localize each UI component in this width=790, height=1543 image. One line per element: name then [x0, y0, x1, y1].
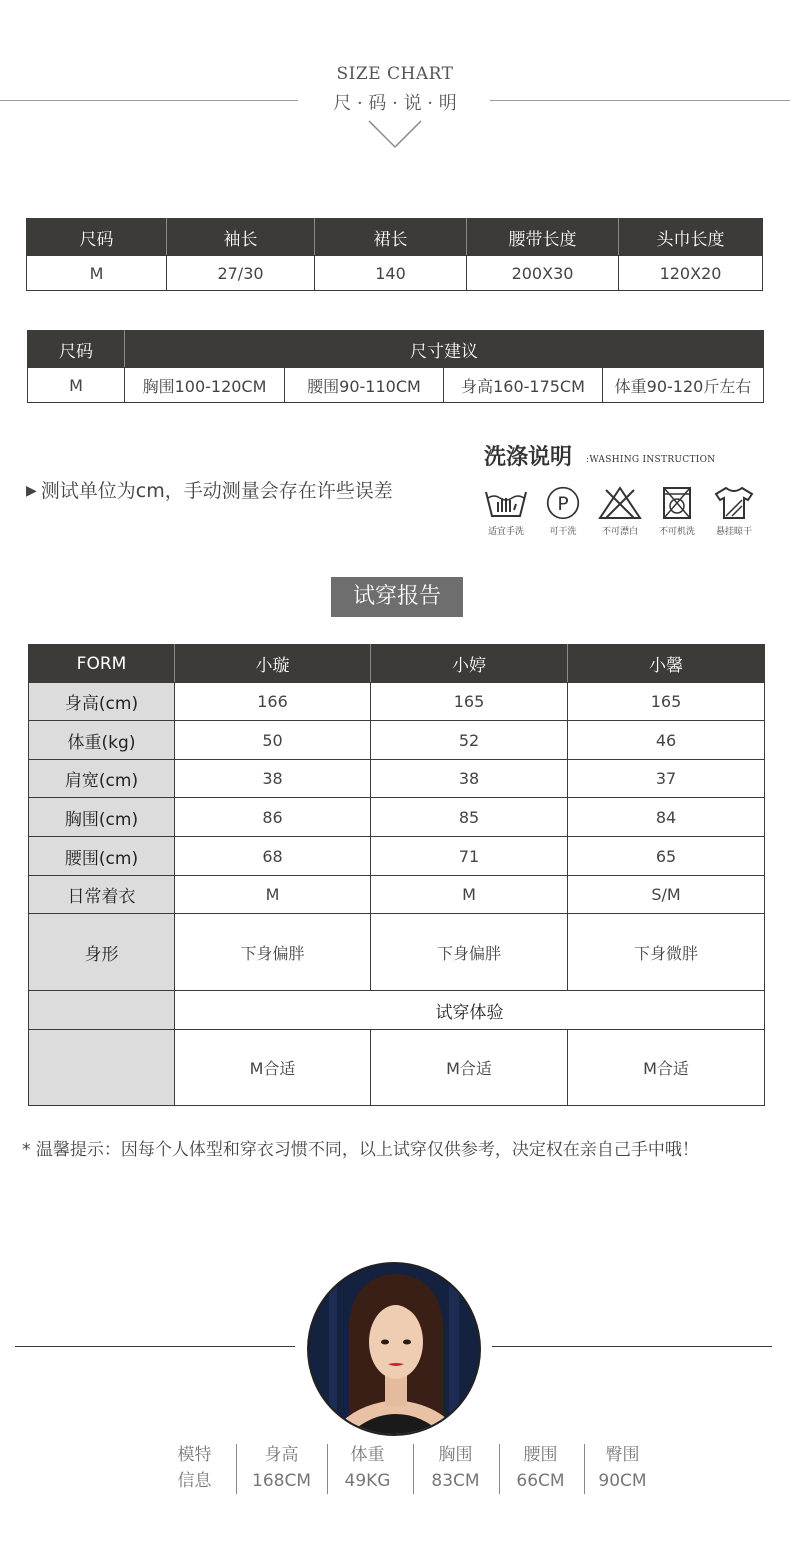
chevron-down-icon — [368, 118, 422, 150]
size-cell: 27/30 — [167, 256, 315, 291]
suggest-cell: 身高160-175CM — [444, 368, 603, 403]
trial-report-title: 试穿报告 — [331, 577, 463, 617]
trial-row-label: 腰围(cm) — [29, 837, 175, 876]
model-separator — [236, 1444, 237, 1494]
trial-cell: 46 — [568, 721, 765, 760]
model-label-line2: 信息 — [177, 1471, 212, 1491]
dry-clean-item — [540, 486, 586, 537]
size-header-skirt: 裙长 — [315, 219, 467, 256]
model-portrait-image — [309, 1264, 481, 1436]
dry-clean-icon — [543, 486, 583, 520]
model-stat — [239, 1442, 324, 1494]
trial-row-label: 身高(cm) — [29, 683, 175, 721]
size-cell: M — [27, 256, 167, 291]
trial-experience-title: 试穿体验 — [175, 991, 765, 1030]
model-stat-name: 体重 — [350, 1445, 385, 1465]
triangle-right-icon: ▶ — [26, 483, 37, 499]
trial-row-label: 肩宽(cm) — [29, 760, 175, 798]
trial-experience-cell: M合适 — [568, 1030, 765, 1106]
hand-wash-item — [483, 486, 529, 537]
trial-cell: 166 — [175, 683, 371, 721]
size-header-sleeve: 袖长 — [167, 219, 315, 256]
trial-cell: 165 — [371, 683, 568, 721]
suggest-header-advice: 尺寸建议 — [125, 331, 764, 368]
model-stat-name: 臀围 — [605, 1445, 640, 1465]
trial-cell: 50 — [175, 721, 371, 760]
suggest-table — [27, 330, 764, 403]
no-bleach-icon — [598, 486, 642, 520]
hang-dry-icon — [712, 486, 756, 520]
model-stat-value: 49KG — [344, 1471, 391, 1491]
trial-experience-cell: M合适 — [175, 1030, 371, 1106]
suggest-cell: M — [28, 368, 125, 403]
suggest-cell: 体重90-120斤左右 — [603, 368, 764, 403]
model-stat — [498, 1442, 583, 1494]
no-bleach-item — [597, 486, 643, 537]
model-stat-name: 身高 — [264, 1445, 299, 1465]
model-stat-name: 腰围 — [523, 1445, 558, 1465]
trial-cell: 下身微胖 — [568, 914, 765, 991]
model-label-line1: 模特 — [177, 1445, 212, 1465]
no-machine-wash-label: 不可机洗 — [658, 527, 695, 537]
trial-cell: 68 — [175, 837, 371, 876]
trial-report-table — [28, 644, 765, 1106]
hang-dry-item — [711, 486, 757, 537]
model-stat-value: 66CM — [516, 1471, 565, 1491]
trial-cell: M — [371, 876, 568, 914]
size-cell: 120X20 — [619, 256, 763, 291]
no-machine-wash-item — [654, 486, 700, 537]
model-stat — [413, 1442, 498, 1494]
trial-cell: 37 — [568, 760, 765, 798]
trial-row-label: 身形 — [29, 914, 175, 991]
trial-cell: 38 — [175, 760, 371, 798]
hang-dry-label: 悬挂晾干 — [715, 527, 752, 537]
trial-cell: 52 — [371, 721, 568, 760]
trial-header-person: 小婷 — [371, 645, 568, 683]
trial-header-person: 小馨 — [568, 645, 765, 683]
no-machine-wash-icon — [662, 486, 692, 520]
model-stat-value: 83CM — [431, 1471, 480, 1491]
size-table — [26, 218, 763, 291]
size-cell: 200X30 — [467, 256, 619, 291]
trial-cell: M — [175, 876, 371, 914]
measure-note — [26, 476, 393, 503]
trial-cell: 65 — [568, 837, 765, 876]
suggest-header-size: 尺码 — [28, 331, 125, 368]
dry-clean-label: 可干洗 — [549, 527, 577, 537]
model-stat — [580, 1442, 665, 1494]
fitting-tip: * 温馨提示：因每个人体型和穿衣习惯不同，以上试穿仅供参考，决定权在亲自己手中哦！ — [22, 1140, 699, 1160]
trial-cell: 84 — [568, 798, 765, 837]
model-label — [152, 1442, 237, 1494]
trial-cell: 下身偏胖 — [371, 914, 568, 991]
trial-row-label: 体重(kg) — [29, 721, 175, 760]
size-cell: 140 — [315, 256, 467, 291]
trial-experience-cell: M合适 — [371, 1030, 568, 1106]
svg-text:P: P — [557, 493, 569, 515]
size-header-scarf: 头巾长度 — [619, 219, 763, 256]
measure-note-text: 测试单位为cm，手动测量会存在许些误差 — [40, 480, 393, 502]
page-subtitle: 尺 · 码 · 说 · 明 — [333, 93, 457, 114]
washing-title: 洗涤说明 — [484, 444, 573, 470]
suggest-cell: 胸围100-120CM — [125, 368, 285, 403]
model-stat-value: 90CM — [598, 1471, 647, 1491]
suggest-cell: 腰围90-110CM — [285, 368, 444, 403]
trial-cell: 下身偏胖 — [175, 914, 371, 991]
trial-cell: 165 — [568, 683, 765, 721]
page-title: SIZE CHART — [336, 64, 454, 84]
model-stat-value: 168CM — [252, 1471, 311, 1491]
trial-cell: 85 — [371, 798, 568, 837]
trial-row-label-empty — [29, 1030, 175, 1106]
trial-cell: 71 — [371, 837, 568, 876]
trial-row-label-empty — [29, 991, 175, 1030]
size-header-size: 尺码 — [27, 219, 167, 256]
hand-wash-icon — [484, 486, 528, 520]
trial-cell: S/M — [568, 876, 765, 914]
model-stat — [325, 1442, 410, 1494]
no-bleach-label: 不可漂白 — [601, 527, 638, 537]
trial-header-person: 小璇 — [175, 645, 371, 683]
trial-header-form: FORM — [29, 645, 175, 683]
trial-row-label: 胸围(cm) — [29, 798, 175, 837]
trial-cell: 38 — [371, 760, 568, 798]
model-line-left — [15, 1346, 295, 1347]
washing-subtitle: :WASHING INSTRUCTION — [586, 455, 716, 465]
model-stat-name: 胸围 — [438, 1445, 473, 1465]
trial-row-label: 日常着衣 — [29, 876, 175, 914]
trial-cell: 86 — [175, 798, 371, 837]
model-line-right — [492, 1346, 772, 1347]
model-avatar — [307, 1262, 481, 1436]
hand-wash-label: 适宜手洗 — [487, 527, 524, 537]
size-header-belt: 腰带长度 — [467, 219, 619, 256]
